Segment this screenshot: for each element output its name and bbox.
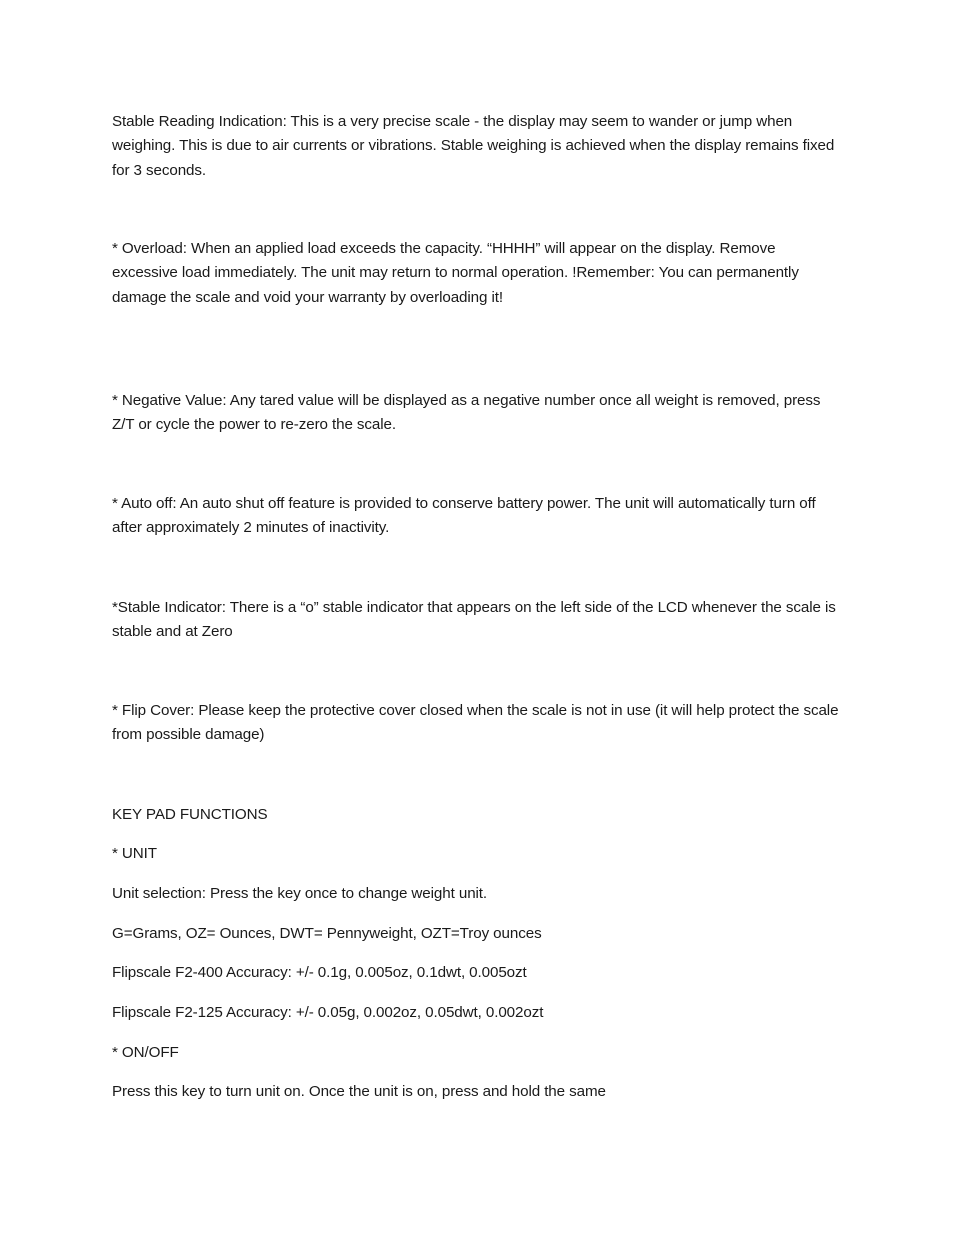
on-off-paragraph: Press this key to turn unit on. Once the unit is on, press and hold the same [112, 1083, 606, 1100]
unit-selection-paragraph: Unit selection: Press the key once to change weight unit. [112, 885, 488, 902]
flip-cover-paragraph: * Flip Cover: Please keep the protective cover closed when the scale is not in use (it will help protect the scale from possible damage) [112, 702, 839, 744]
stable-indicator-paragraph: *Stable Indicator: There is a “o” stable indicator that appears on the left side of the LCD whenever the scale is stable and at Zero [112, 599, 836, 641]
stable-reading-paragraph: Stable Reading Indication: This is a very precise scale - the display may seem to wander or jump when weighing. This is due to air currents or vibrations. Stable weighing is achieved when the display remains fixed for 3 seconds. [112, 113, 835, 179]
keypad-functions-heading: KEY PAD FUNCTIONS [112, 806, 268, 823]
unit-key-heading: * UNIT [112, 845, 157, 862]
on-off-key-heading: * ON/OFF [112, 1044, 179, 1061]
f2-400-accuracy-paragraph: Flipscale F2-400 Accuracy: +/- 0.1g, 0.005oz, 0.1dwt, 0.005ozt [112, 964, 527, 981]
negative-value-paragraph: * Negative Value: Any tared value will be displayed as a negative number once all weight is removed, press Z/T or cycle the power to re-zero the scale. [112, 392, 821, 434]
f2-125-accuracy-paragraph: Flipscale F2-125 Accuracy: +/- 0.05g, 0.002oz, 0.05dwt, 0.002ozt [112, 1004, 544, 1021]
overload-paragraph: * Overload: When an applied load exceeds the capacity. “HHHH” will appear on the display. Remove excessive load immediately. The unit may return to normal operation. !Remember: You can permanently damage the scale and void your warranty by overloading it! [112, 240, 799, 306]
auto-off-paragraph: * Auto off: An auto shut off feature is provided to conserve battery power. The unit will automatically turn off after approximately 2 minutes of inactivity. [112, 495, 816, 537]
unit-abbreviations-paragraph: G=Grams, OZ= Ounces, DWT= Pennyweight, OZT=Troy ounces [112, 925, 542, 942]
